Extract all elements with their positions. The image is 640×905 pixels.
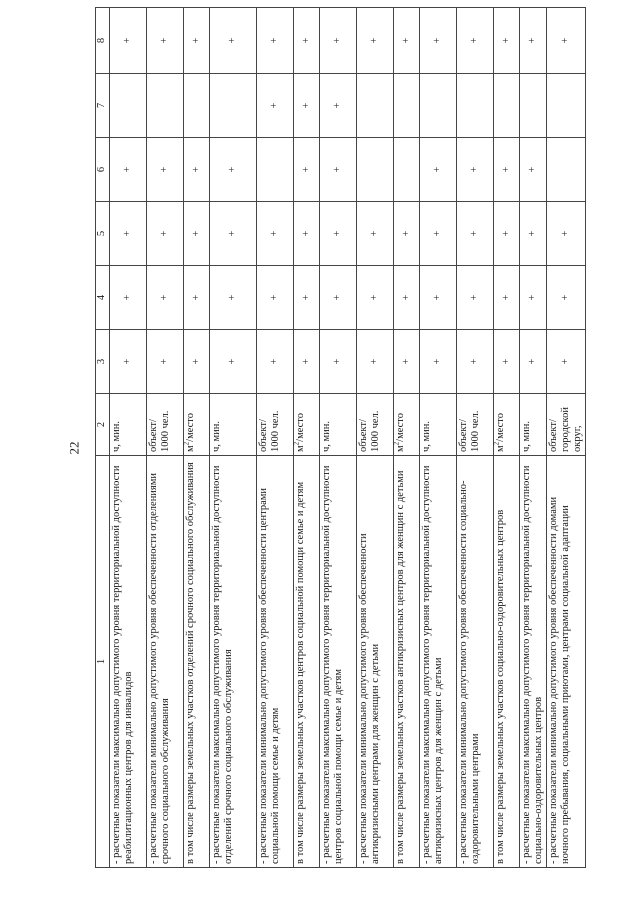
indicator-text: в том числе размеры земельных участков отделений срочного социального обслуживания [184, 456, 210, 868]
unit-cell: ч, мин. [520, 394, 547, 456]
header-cell: 6 [96, 138, 110, 202]
mark-cell: + [257, 330, 294, 394]
indicator-text: - расчетные показатели максимально допустимого уровня территориальной доступности центров социальной помощи семье и детям [320, 456, 357, 868]
header-cell: 7 [96, 74, 110, 138]
unit-cell: ч, мин. [320, 394, 357, 456]
mark-cell: + [257, 202, 294, 266]
mark-cell: + [110, 202, 147, 266]
mark-cell: + [294, 74, 320, 138]
mark-cell [257, 138, 294, 202]
mark-cell: + [210, 266, 257, 330]
mark-cell: + [357, 330, 394, 394]
mark-cell: + [184, 8, 210, 74]
table-row [357, 8, 394, 868]
indicator-text: в том числе размеры земельных участков центров социальной помощи семье и детям [294, 456, 320, 868]
mark-cell: + [520, 138, 547, 202]
mark-cell [547, 74, 586, 138]
header-cell: 1 [96, 456, 110, 868]
mark-cell: + [320, 74, 357, 138]
mark-cell: + [394, 202, 420, 266]
mark-cell: + [210, 8, 257, 74]
mark-cell: + [494, 202, 520, 266]
mark-cell [357, 138, 394, 202]
mark-cell [184, 74, 210, 138]
unit-cell: ч, мин. [110, 394, 147, 456]
indicator-text: - расчетные показатели максимально допустимого уровня территориальной доступности социально-оздоровительных центров [520, 456, 547, 868]
mark-cell: + [184, 138, 210, 202]
unit-cell: объект/ 1000 чел. [357, 394, 394, 456]
mark-cell [357, 74, 394, 138]
unit-cell: $м^2$/место [184, 394, 210, 456]
header-cell: 3 [96, 330, 110, 394]
mark-cell: + [494, 8, 520, 74]
indicator-text: - расчетные показатели минимально допустимого уровня обеспеченности социально-оздоровительными центрами [457, 456, 494, 868]
mark-cell: + [457, 330, 494, 394]
mark-cell: + [457, 8, 494, 74]
unit-cell: $м^2$/место [494, 394, 520, 456]
unit-cell: объект/ городской округ, [547, 394, 586, 456]
mark-cell: + [257, 266, 294, 330]
mark-cell: + [320, 138, 357, 202]
table-row [547, 8, 586, 868]
unit-cell: $м^2$/место [294, 394, 320, 456]
table-row [457, 8, 494, 868]
table-row [294, 8, 320, 868]
indicator-text: - расчетные показатели минимально допустимого уровня обеспеченности отделениями срочного социального обслуживания [147, 456, 184, 868]
mark-cell: + [210, 330, 257, 394]
mark-cell [457, 74, 494, 138]
table-row [147, 8, 184, 868]
mark-cell: + [547, 330, 586, 394]
mark-cell: + [294, 330, 320, 394]
mark-cell: + [494, 330, 520, 394]
mark-cell: + [394, 330, 420, 394]
mark-cell: + [394, 266, 420, 330]
mark-cell [110, 74, 147, 138]
mark-cell [210, 74, 257, 138]
indicators-table [95, 7, 586, 868]
mark-cell: + [210, 138, 257, 202]
mark-cell: + [457, 138, 494, 202]
mark-cell: + [184, 330, 210, 394]
page-number: 22 [66, 441, 82, 455]
mark-cell: + [357, 202, 394, 266]
mark-cell: + [294, 266, 320, 330]
table-row [257, 8, 294, 868]
table-row [320, 8, 357, 868]
table-row [110, 8, 147, 868]
mark-cell: + [547, 8, 586, 74]
header-cell: 4 [96, 266, 110, 330]
unit-cell: объект/ 1000 чел. [457, 394, 494, 456]
mark-cell: + [147, 138, 184, 202]
indicator-text: - расчетные показатели максимально допустимого уровня территориальной доступности антикризисных центров для женщин с детьми [420, 456, 457, 868]
table-row [394, 8, 420, 868]
mark-cell [394, 74, 420, 138]
mark-cell: + [420, 266, 457, 330]
mark-cell: + [320, 202, 357, 266]
mark-cell: + [210, 202, 257, 266]
mark-cell [547, 138, 586, 202]
mark-cell: + [420, 202, 457, 266]
mark-cell: + [357, 8, 394, 74]
indicator-text: - расчетные показатели минимально допустимого уровня обеспеченности антикризисными центрами для женщин с детьми [357, 456, 394, 868]
indicator-text: - расчетные показатели максимально допустимого уровня территориальной доступности отделений срочного социального обслуживания [210, 456, 257, 868]
mark-cell: + [294, 202, 320, 266]
unit-cell: объект/ 1000 чел. [147, 394, 184, 456]
rotated-table-container [95, 8, 625, 868]
table-row [210, 8, 257, 868]
indicator-text: - расчетные показатели максимально допустимого уровня территориальной доступности реабилитационных центров для инвалидов [110, 456, 147, 868]
table-row [494, 8, 520, 868]
mark-cell: + [110, 8, 147, 74]
header-cell: 5 [96, 202, 110, 266]
mark-cell: + [520, 266, 547, 330]
indicator-text: - расчетные показатели минимально допустимого уровня обеспеченности домами ночного пребывания, социальными приютами, центрами социальной адаптации [547, 456, 586, 868]
mark-cell: + [420, 330, 457, 394]
mark-cell: + [320, 330, 357, 394]
mark-cell: + [357, 266, 394, 330]
mark-cell: + [420, 8, 457, 74]
mark-cell: + [320, 266, 357, 330]
mark-cell: + [294, 138, 320, 202]
mark-cell: + [184, 266, 210, 330]
mark-cell: + [547, 202, 586, 266]
mark-cell: + [257, 8, 294, 74]
unit-cell: объект/ 1000 чел. [257, 394, 294, 456]
mark-cell [520, 74, 547, 138]
unit-cell: $м^2$/место [394, 394, 420, 456]
mark-cell [494, 74, 520, 138]
mark-cell: + [147, 202, 184, 266]
indicator-text: в том числе размеры земельных участков социально-оздоровительных центров [494, 456, 520, 868]
mark-cell: + [257, 74, 294, 138]
indicator-text: - расчетные показатели минимально допустимого уровня обеспеченности центрами социальной помощи семье и детям [257, 456, 294, 868]
table-row [520, 8, 547, 868]
unit-cell: ч, мин. [210, 394, 257, 456]
mark-cell: + [457, 266, 494, 330]
unit-cell: ч, мин. [420, 394, 457, 456]
mark-cell: + [494, 138, 520, 202]
header-row [96, 8, 110, 868]
mark-cell [420, 74, 457, 138]
mark-cell: + [520, 8, 547, 74]
mark-cell: + [547, 266, 586, 330]
mark-cell: + [294, 8, 320, 74]
mark-cell: + [494, 266, 520, 330]
mark-cell: + [420, 138, 457, 202]
mark-cell: + [110, 138, 147, 202]
mark-cell [147, 74, 184, 138]
mark-cell: + [110, 330, 147, 394]
mark-cell: + [520, 202, 547, 266]
mark-cell: + [394, 8, 420, 74]
table-row [420, 8, 457, 868]
mark-cell: + [320, 8, 357, 74]
mark-cell: + [520, 330, 547, 394]
mark-cell: + [184, 202, 210, 266]
header-cell: 2 [96, 394, 110, 456]
mark-cell: + [147, 266, 184, 330]
mark-cell: + [147, 8, 184, 74]
mark-cell: + [147, 330, 184, 394]
indicator-text: в том числе размеры земельных участков антикризисных центров для женщин с детьми [394, 456, 420, 868]
mark-cell: + [110, 266, 147, 330]
mark-cell [394, 138, 420, 202]
mark-cell: + [457, 202, 494, 266]
table-row [184, 8, 210, 868]
header-cell: 8 [96, 8, 110, 74]
